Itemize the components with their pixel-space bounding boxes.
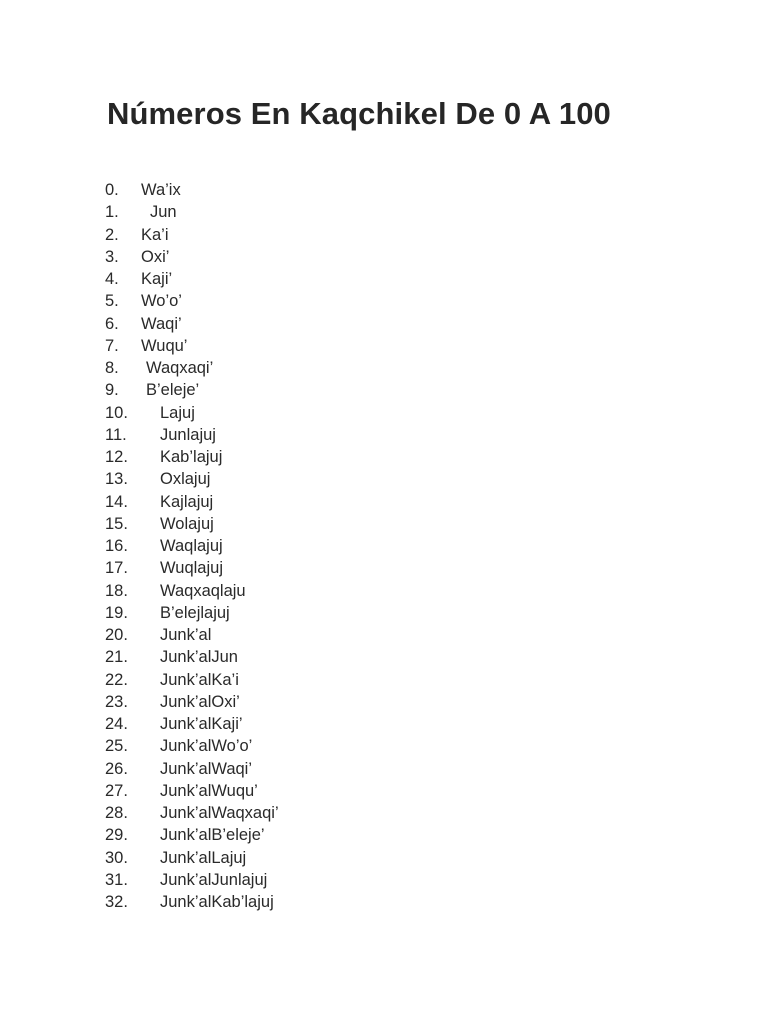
- item-number: 2.: [105, 225, 119, 244]
- item-word: Jun: [150, 203, 177, 222]
- item-word: Wuqlajuj: [160, 559, 223, 578]
- item-number: 18.: [105, 581, 128, 600]
- item-word: Junk’alB’eleje’: [160, 826, 265, 845]
- item-number: 31.: [105, 870, 128, 889]
- item-number: 24.: [105, 715, 128, 733]
- item-word: B’eleje’: [146, 381, 200, 400]
- item-number: 19.: [105, 603, 128, 622]
- item-word: Junk’alWaqxaqi’: [160, 804, 279, 822]
- item-number: 12.: [105, 448, 128, 466]
- item-number: 25.: [105, 737, 128, 756]
- item-number: 4.: [105, 270, 119, 288]
- item-number: 14.: [105, 492, 128, 511]
- item-word: Wo’o’: [141, 292, 182, 311]
- item-word: Kab’lajuj: [160, 448, 223, 466]
- item-word: Junk’al: [160, 626, 212, 644]
- item-number: 8.: [105, 359, 119, 377]
- item-word: Junk’alKa’i: [160, 670, 239, 689]
- item-word: Junk’alKab’lajuj: [160, 893, 274, 911]
- item-word: Junk’alWaqi’: [160, 759, 253, 778]
- item-number: 26.: [105, 759, 128, 778]
- item-word: Junk’alLajuj: [160, 848, 247, 867]
- item-word: Junk’alOxi’: [160, 692, 240, 711]
- item-number: 23.: [105, 692, 128, 711]
- item-word: Kajlajuj: [160, 492, 214, 511]
- item-number: 30.: [105, 848, 128, 867]
- item-word: Waqi’: [141, 314, 182, 333]
- document-title: Números En Kaqchikel De 0 A 100: [107, 96, 611, 131]
- item-word: Junlajuj: [160, 425, 216, 444]
- item-number: 7.: [105, 336, 119, 355]
- item-word: Waqxaqlaju: [160, 581, 246, 600]
- item-number: 17.: [105, 559, 128, 578]
- item-word: Wa’ix: [141, 181, 181, 199]
- item-word: Junk’alJunlajuj: [160, 870, 268, 889]
- item-number: 28.: [105, 804, 128, 822]
- item-number: 9.: [105, 381, 119, 400]
- item-word: Kaji’: [141, 270, 173, 288]
- item-word: Waqlajuj: [160, 537, 223, 555]
- item-number: 20.: [105, 626, 128, 644]
- item-number: 21.: [105, 648, 128, 667]
- item-number: 0.: [105, 181, 119, 199]
- item-number: 1.: [105, 203, 119, 222]
- item-number: 13.: [105, 470, 128, 489]
- item-number: 29.: [105, 826, 128, 845]
- item-number: 5.: [105, 292, 119, 311]
- item-number: 6.: [105, 314, 119, 333]
- item-word: Junk’alJun: [160, 648, 238, 667]
- item-word: Oxlajuj: [160, 470, 211, 489]
- item-number: 10.: [105, 403, 128, 422]
- item-number: 11.: [105, 425, 127, 444]
- item-word: Oxi’: [141, 247, 170, 266]
- item-word: B’elejlajuj: [160, 603, 230, 622]
- item-word: Junk’alWuqu’: [160, 781, 258, 800]
- item-word: Wuqu’: [141, 336, 188, 355]
- item-word: Lajuj: [160, 403, 195, 422]
- item-number: 27.: [105, 781, 128, 800]
- item-word: Waqxaqi’: [146, 359, 214, 377]
- item-number: 3.: [105, 247, 119, 266]
- item-word: Junk’alWo’o’: [160, 737, 253, 756]
- item-number: 32.: [105, 893, 128, 911]
- item-number: 16.: [105, 537, 128, 555]
- item-number: 22.: [105, 670, 128, 689]
- item-number: 15.: [105, 514, 128, 533]
- item-word: Ka’i: [141, 225, 169, 244]
- item-word: Junk’alKaji’: [160, 715, 243, 733]
- item-word: Wolajuj: [160, 514, 214, 533]
